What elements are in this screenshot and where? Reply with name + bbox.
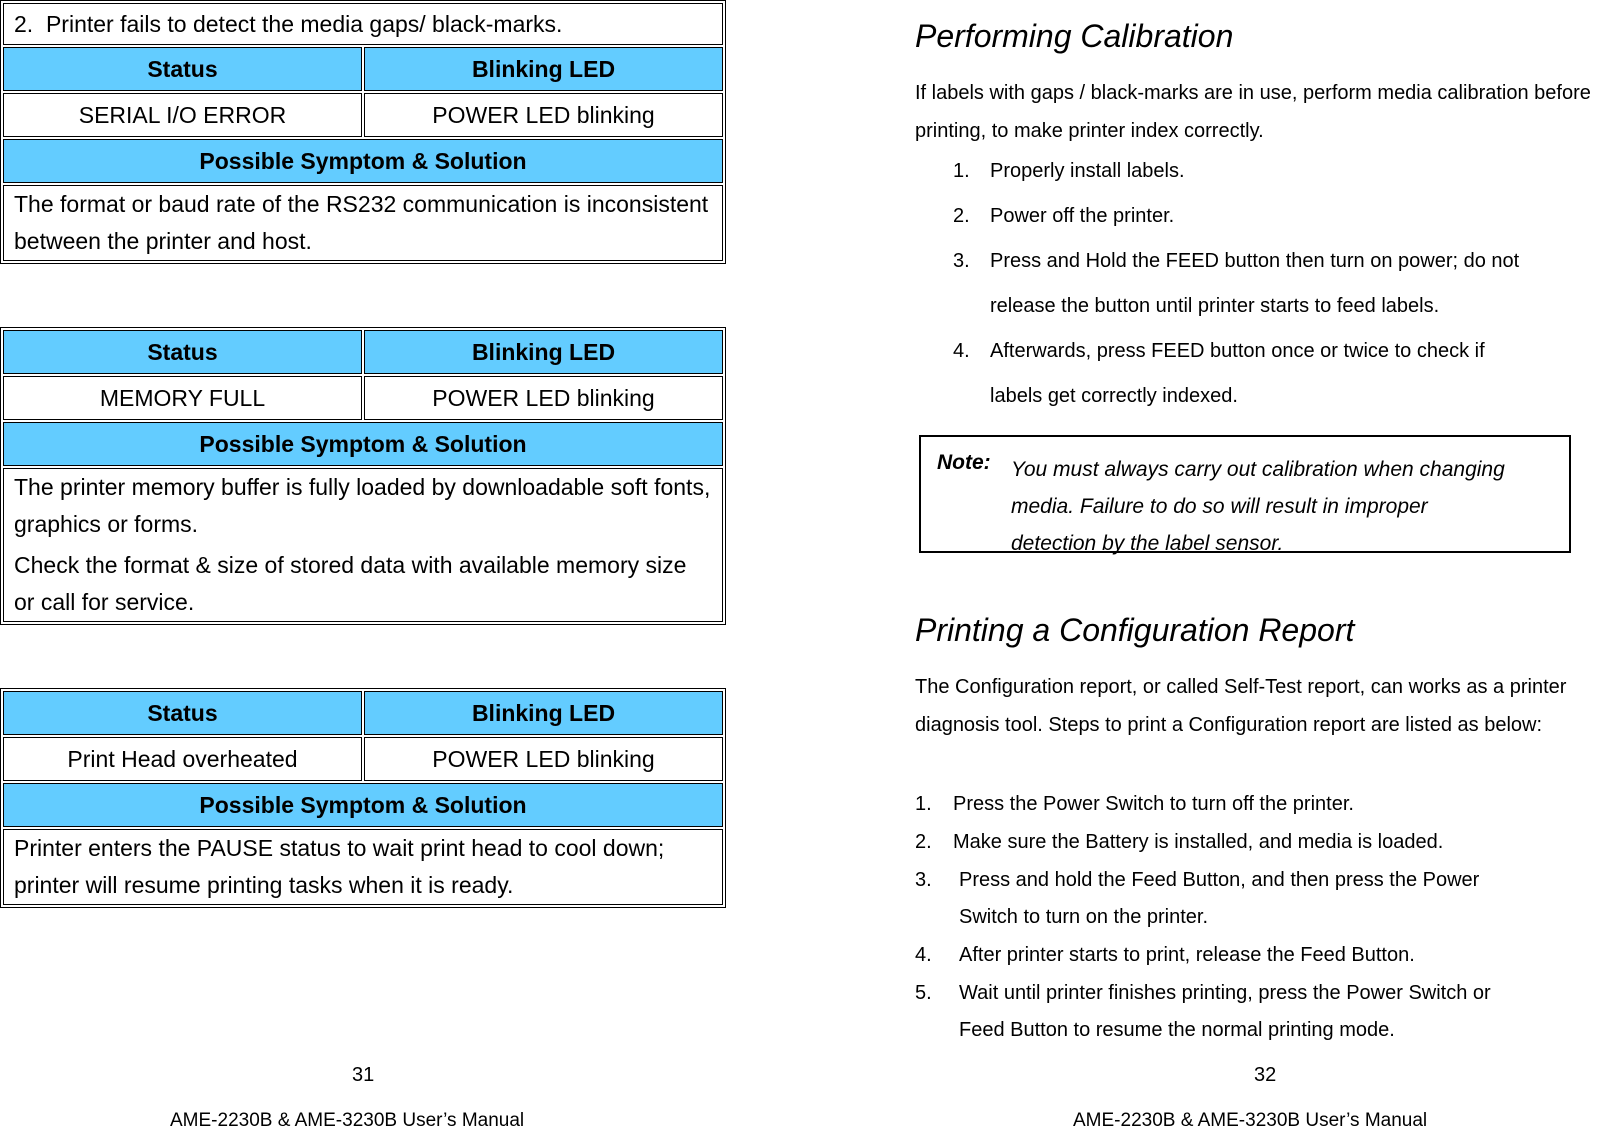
step-text: Switch to turn on the printer. bbox=[959, 906, 1209, 928]
solution-body bbox=[3, 185, 723, 261]
step-text: After printer starts to print, release the Feed Button. bbox=[959, 944, 1415, 966]
note-line: detection by the label sensor. bbox=[1011, 532, 1284, 555]
step-text: labels get correctly indexed. bbox=[990, 385, 1238, 407]
status-header: Status bbox=[3, 691, 362, 735]
solution-header: Possible Symptom & Solution bbox=[3, 783, 723, 827]
table-intro-row bbox=[3, 3, 723, 45]
solution-text: Printer enters the PAUSE status to wait print head to cool down; printer will resume printing tasks when it is ready. bbox=[14, 835, 665, 898]
error-table-overheat bbox=[0, 688, 726, 908]
step-text: Power off the printer. bbox=[990, 205, 1175, 227]
step-text: Press and hold the Feed Button, and then press the Power bbox=[959, 869, 1480, 891]
step-text: Make sure the Battery is installed, and media is loaded. bbox=[953, 831, 1444, 853]
calibration-intro: If labels with gaps / black-marks are in use, perform media calibration before printing, to make printer index correctly. bbox=[915, 82, 1591, 142]
step-number: 5. bbox=[915, 982, 932, 1004]
led-value: POWER LED blinking bbox=[364, 737, 723, 781]
note-line: media. Failure to do so will result in improper bbox=[1011, 495, 1428, 518]
error-table-memory bbox=[0, 327, 726, 625]
status-value: MEMORY FULL bbox=[3, 376, 362, 420]
blinking-led-header: Blinking LED bbox=[364, 330, 723, 374]
step-number: 3. bbox=[953, 250, 970, 272]
note-line: You must always carry out calibration when changing bbox=[1011, 458, 1505, 481]
page-number: 31 bbox=[352, 1064, 375, 1086]
solution-text: The format or baud rate of the RS232 communication is inconsistent between the printer and host. bbox=[14, 191, 709, 254]
calibration-heading: Performing Calibration bbox=[915, 18, 1234, 54]
footer-title: AME-2230B & AME-3230B User’s Manual bbox=[170, 1110, 525, 1131]
blinking-led-header: Blinking LED bbox=[364, 691, 723, 735]
step-text: Properly install labels. bbox=[990, 160, 1185, 182]
page-number: 32 bbox=[1254, 1064, 1277, 1086]
step-text: Afterwards, press FEED button once or twice to check if bbox=[990, 340, 1485, 362]
intro-number: 2. bbox=[14, 10, 34, 37]
note-text bbox=[1011, 451, 1561, 562]
config-report-heading: Printing a Configuration Report bbox=[915, 612, 1355, 648]
solution-text: The printer memory buffer is fully loaded by downloadable soft fonts, graphics or forms. bbox=[14, 474, 711, 537]
step-number: 2. bbox=[953, 205, 970, 227]
step-number: 4. bbox=[953, 340, 970, 362]
footer-title: AME-2230B & AME-3230B User’s Manual bbox=[1073, 1110, 1428, 1131]
solution-header: Possible Symptom & Solution bbox=[3, 422, 723, 466]
solution-body bbox=[3, 829, 723, 905]
step-text: Press the Power Switch to turn off the printer. bbox=[953, 793, 1354, 815]
step-text: Feed Button to resume the normal printing mode. bbox=[959, 1019, 1395, 1041]
step-number: 1. bbox=[915, 793, 932, 815]
status-value: SERIAL I/O ERROR bbox=[3, 93, 362, 137]
led-value: POWER LED blinking bbox=[364, 376, 723, 420]
step-text: Press and Hold the FEED button then turn on power; do not bbox=[990, 250, 1520, 272]
solution-header: Possible Symptom & Solution bbox=[3, 139, 723, 183]
note-box bbox=[919, 435, 1571, 553]
step-number: 3. bbox=[915, 869, 932, 891]
status-value: Print Head overheated bbox=[3, 737, 362, 781]
solution-body bbox=[3, 468, 723, 622]
step-number: 1. bbox=[953, 160, 970, 182]
status-header: Status bbox=[3, 330, 362, 374]
led-value: POWER LED blinking bbox=[364, 93, 723, 137]
config-report-intro: The Configuration report, or called Self-Test report, can works as a printer diagnosis tool. Steps to print a Configuration report are listed as below: bbox=[915, 676, 1567, 736]
note-label: Note: bbox=[937, 451, 991, 474]
error-table-serial bbox=[0, 0, 726, 264]
intro-text: Printer fails to detect the media gaps/ black-marks. bbox=[45, 10, 563, 37]
step-number: 2. bbox=[915, 831, 932, 853]
step-text: release the button until printer starts to feed labels. bbox=[990, 295, 1440, 317]
solution-text: Check the format & size of stored data with available memory size or call for service. bbox=[14, 552, 687, 615]
step-number: 4. bbox=[915, 944, 932, 966]
step-text: Wait until printer finishes printing, press the Power Switch or bbox=[959, 982, 1491, 1004]
blinking-led-header: Blinking LED bbox=[364, 47, 723, 91]
status-header: Status bbox=[3, 47, 362, 91]
